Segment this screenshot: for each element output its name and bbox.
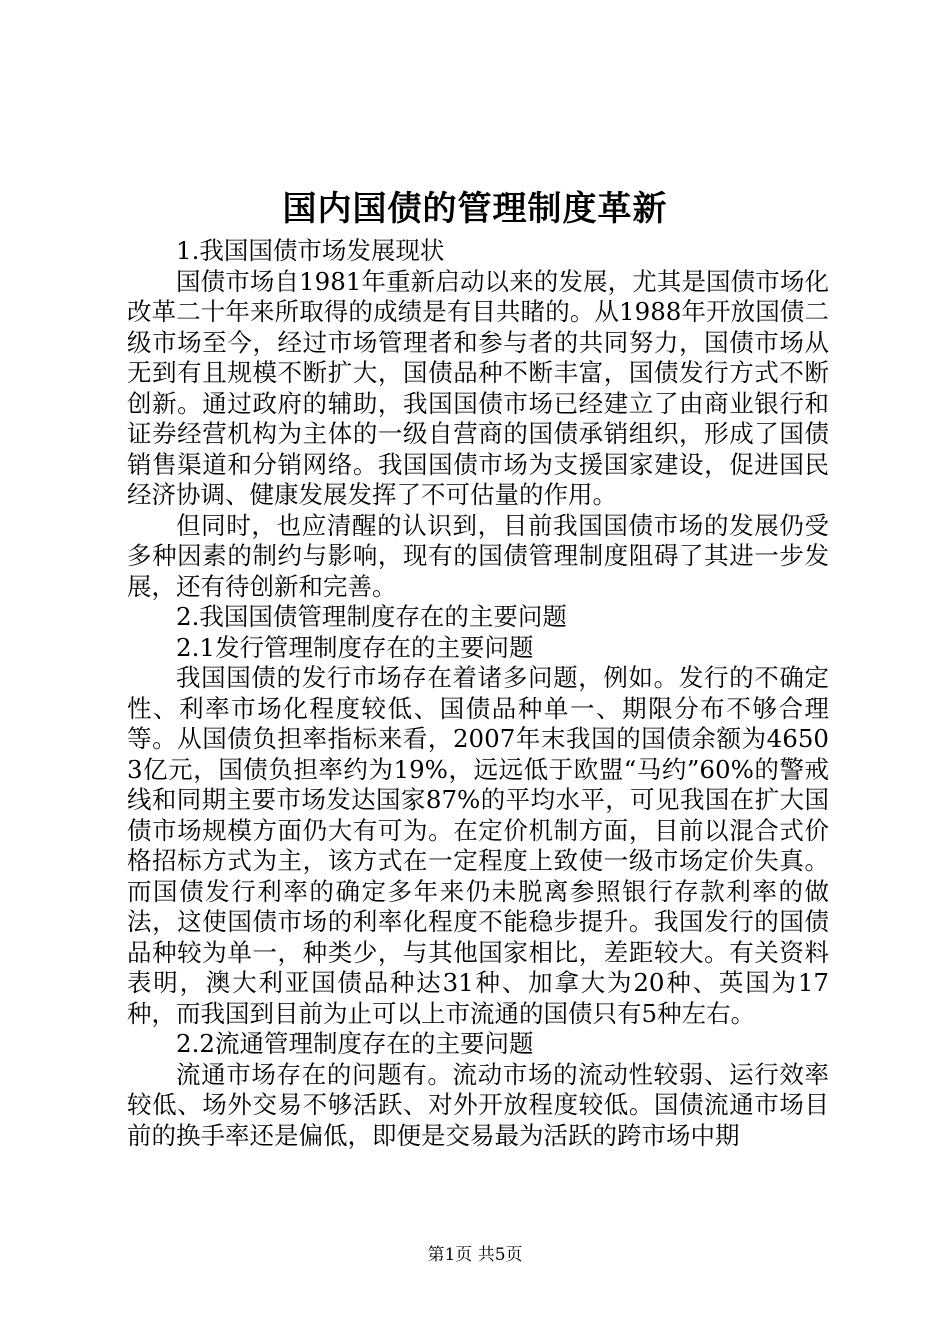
document-body	[127, 236, 829, 1151]
section-heading: 2.我国国债管理制度存在的主要问题	[176, 602, 567, 631]
subsection-heading: 2.2流通管理制度存在的主要问题	[176, 1029, 534, 1058]
body-paragraph: 流通市场存在的问题有。流动市场的流动性较弱、运行效率较低、场外交易不够活跃、对外开放程度较低。国债流通市场目前的换手率还是偏低，即便是交易最为活跃的跨市场中期	[127, 1059, 829, 1150]
section-heading: 1.我国国债市场发展现状	[176, 236, 445, 265]
document-title: 国内国债的管理制度革新	[282, 189, 668, 229]
body-paragraph: 但同时，也应清醒的认识到，目前我国国债市场的发展仍受多种因素的制约与影响，现有的国债管理制度阻碍了其进一步发展，还有待创新和完善。	[127, 510, 829, 601]
page-footer: 第1页 共5页	[427, 1245, 523, 1265]
body-paragraph: 国债市场自1981年重新启动以来的发展，尤其是国债市场化改革二十年来所取得的成绩是有目共睹的。从1988年开放国债二级市场至今，经过市场管理者和参与者的共同努力，国债市场从无到有且规模不断扩大，国债品种不断丰富，国债发行方式不断创新。通过政府的辅助，我国国债市场已经建立了由商业银行和证券经营机构为主体的一级自营商的国债承销组织，形成了国债销售渠道和分销网络。我国国债市场为支援国家建设，促进国民经济协调、健康发展发挥了不可估量的作用。	[127, 266, 829, 509]
body-paragraph: 我国国债的发行市场存在着诸多问题，例如。发行的不确定性、利率市场化程度较低、国债品种单一、期限分布不够合理等。从国债负担率指标来看，2007年末我国的国债余额为46503亿元，国债负担率约为19%，远远低于欧盟“马约”60%的警戒线和同期主要市场发达国家87%的平均水平，可见我国在扩大国债市场规模方面仍大有可为。在定价机制方面，目前以混合式价格招标方式为主，该方式在一定程度上致使一级市场定价失真。而国债发行利率的确定多年来仍未脱离参照银行存款利率的做法，这使国债市场的利率化程度不能稳步提升。我国发行的国债品种较为单一，种类少，与其他国家相比，差距较大。有关资料表明，澳大利亚国债品种达31种、加拿大为20种、英国为17种，而我国到目前为止可以上市流通的国债只有5种左右。	[127, 663, 829, 1028]
subsection-heading: 2.1发行管理制度存在的主要问题	[176, 632, 534, 662]
